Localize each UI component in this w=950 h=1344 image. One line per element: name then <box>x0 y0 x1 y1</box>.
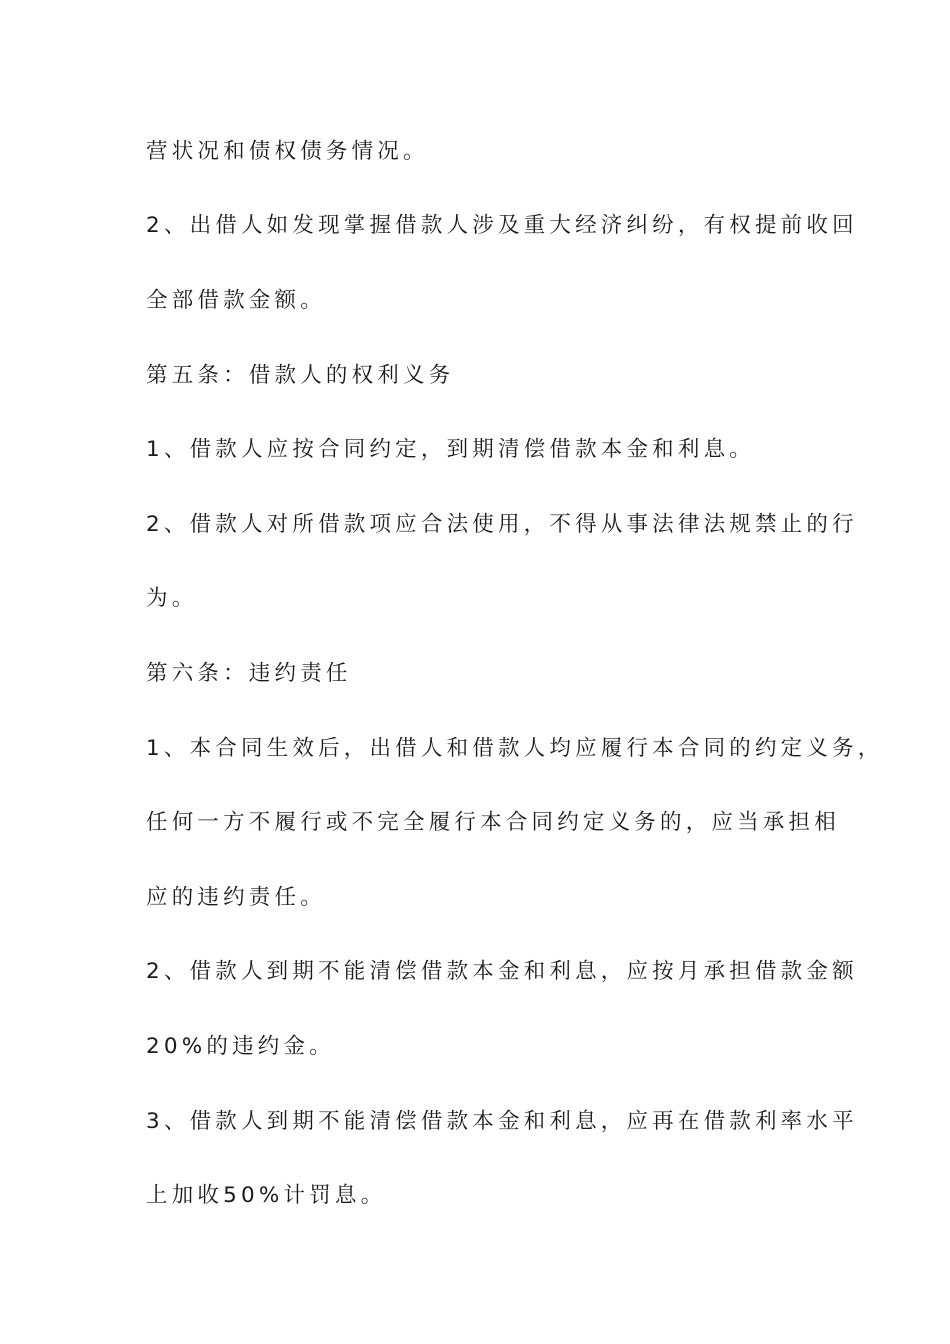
text-line-15: 上加收50%计罚息。 <box>146 1183 387 1208</box>
text-line-5: 1、借款人应按合同约定，到期清偿借款本金和利息。 <box>146 437 755 462</box>
article-5-heading: 第五条：借款人的权利义务 <box>146 363 455 388</box>
text-line-14: 3、借款人到期不能清偿借款本金和利息，应再在借款利率水平 <box>146 1109 858 1134</box>
text-line-11: 应的违约责任。 <box>146 885 326 910</box>
text-line-9: 1、本合同生效后，出借人和借款人均应履行本合同的约定义务， <box>146 736 884 761</box>
text-line-1: 营状况和债权债务情况。 <box>146 139 429 164</box>
article-6-heading: 第六条：违约责任 <box>146 661 352 686</box>
text-line-2: 2、出借人如发现掌握借款人涉及重大经济纠纷，有权提前收回 <box>146 213 858 238</box>
text-line-6: 2、借款人对所借款项应合法使用，不得从事法律法规禁止的行 <box>146 512 858 537</box>
text-line-12: 2、借款人到期不能清偿借款本金和利息，应按月承担借款金额 <box>146 959 858 984</box>
text-line-10: 任何一方不履行或不完全履行本合同约定义务的，应当承担相 <box>146 810 840 835</box>
text-line-7: 为。 <box>146 586 198 611</box>
text-line-3: 全部借款金额。 <box>146 288 326 313</box>
text-line-13: 20%的违约金。 <box>146 1034 335 1059</box>
